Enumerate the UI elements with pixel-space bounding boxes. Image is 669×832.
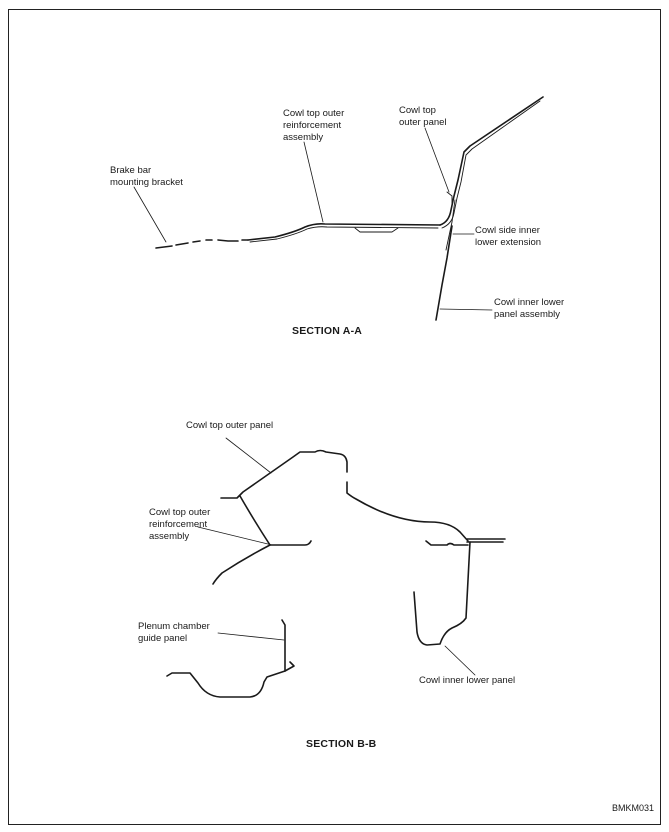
label-line: assembly	[283, 132, 324, 143]
leader-cowl-reinf-a	[304, 142, 323, 222]
label-cowl-reinforcement-a	[283, 108, 344, 144]
cowl-reinforcement-line	[248, 224, 440, 240]
label-line: Cowl inner lower	[494, 297, 565, 308]
label-line: outer panel	[399, 117, 447, 128]
label-cowl-reinforcement-b	[149, 507, 210, 543]
label-line: Plenum chamber	[138, 621, 210, 632]
cowl-top-outer-panel-b-2	[347, 482, 468, 541]
label-line: reinforcement	[283, 120, 342, 131]
label-line: assembly	[149, 531, 190, 542]
label-cowl-inner-lower-a	[494, 297, 564, 321]
label-line: mounting bracket	[110, 177, 183, 188]
label-line: Cowl top outer panel	[186, 420, 274, 431]
leader-cowl-top-outer-a	[425, 128, 449, 192]
label-cowl-top-outer-b	[186, 420, 273, 432]
leader-cowl-top-outer-b	[226, 438, 271, 473]
label-plenum-chamber	[138, 621, 210, 645]
label-cowl-side-inner	[475, 225, 541, 249]
cowl-reinforcement-inner-line	[250, 227, 438, 242]
label-line: Cowl side inner	[475, 225, 540, 236]
label-line: Cowl inner lower panel	[419, 675, 516, 686]
section-b-title: SECTION B-B	[306, 738, 377, 750]
leader-cowl-inner-lower-b	[445, 646, 475, 675]
reinforcement-bump	[355, 228, 398, 232]
label-line: guide panel	[138, 633, 188, 644]
label-line: Brake bar	[110, 165, 152, 176]
right-flange-top	[467, 539, 505, 542]
label-brake-bar-bracket	[110, 165, 183, 189]
label-line: Cowl top outer	[283, 108, 345, 119]
label-cowl-top-outer-a	[399, 105, 447, 129]
leader-brake-bar	[134, 187, 166, 242]
section-b-drawing	[167, 438, 505, 697]
cowl-inner-lower-panel-b	[414, 542, 470, 645]
label-line: Cowl top	[399, 105, 436, 116]
cowl-reinforcement-b	[240, 496, 311, 545]
cowl-side-inner-line	[436, 226, 452, 320]
label-line: Cowl top outer	[149, 507, 211, 518]
cowl-top-outer-panel-b	[221, 451, 347, 499]
label-line: reinforcement	[149, 519, 208, 530]
section-a-title: SECTION A-A	[292, 325, 363, 337]
label-line: panel assembly	[494, 309, 561, 320]
cowl-reinforcement-b-lower	[213, 545, 270, 584]
cowl-top-outer-panel-inner-line	[442, 101, 540, 228]
right-flange	[426, 541, 468, 545]
label-cowl-inner-lower-b	[419, 675, 515, 687]
brake-bar-bracket-line	[156, 240, 248, 248]
cowl-top-flange	[447, 192, 452, 206]
leader-plenum	[218, 633, 284, 640]
figure-code: BMKM031	[612, 803, 655, 813]
plenum-guide-panel-lip	[285, 662, 294, 671]
leader-cowl-inner-lower-a	[440, 309, 492, 310]
label-line: lower extension	[475, 237, 542, 248]
